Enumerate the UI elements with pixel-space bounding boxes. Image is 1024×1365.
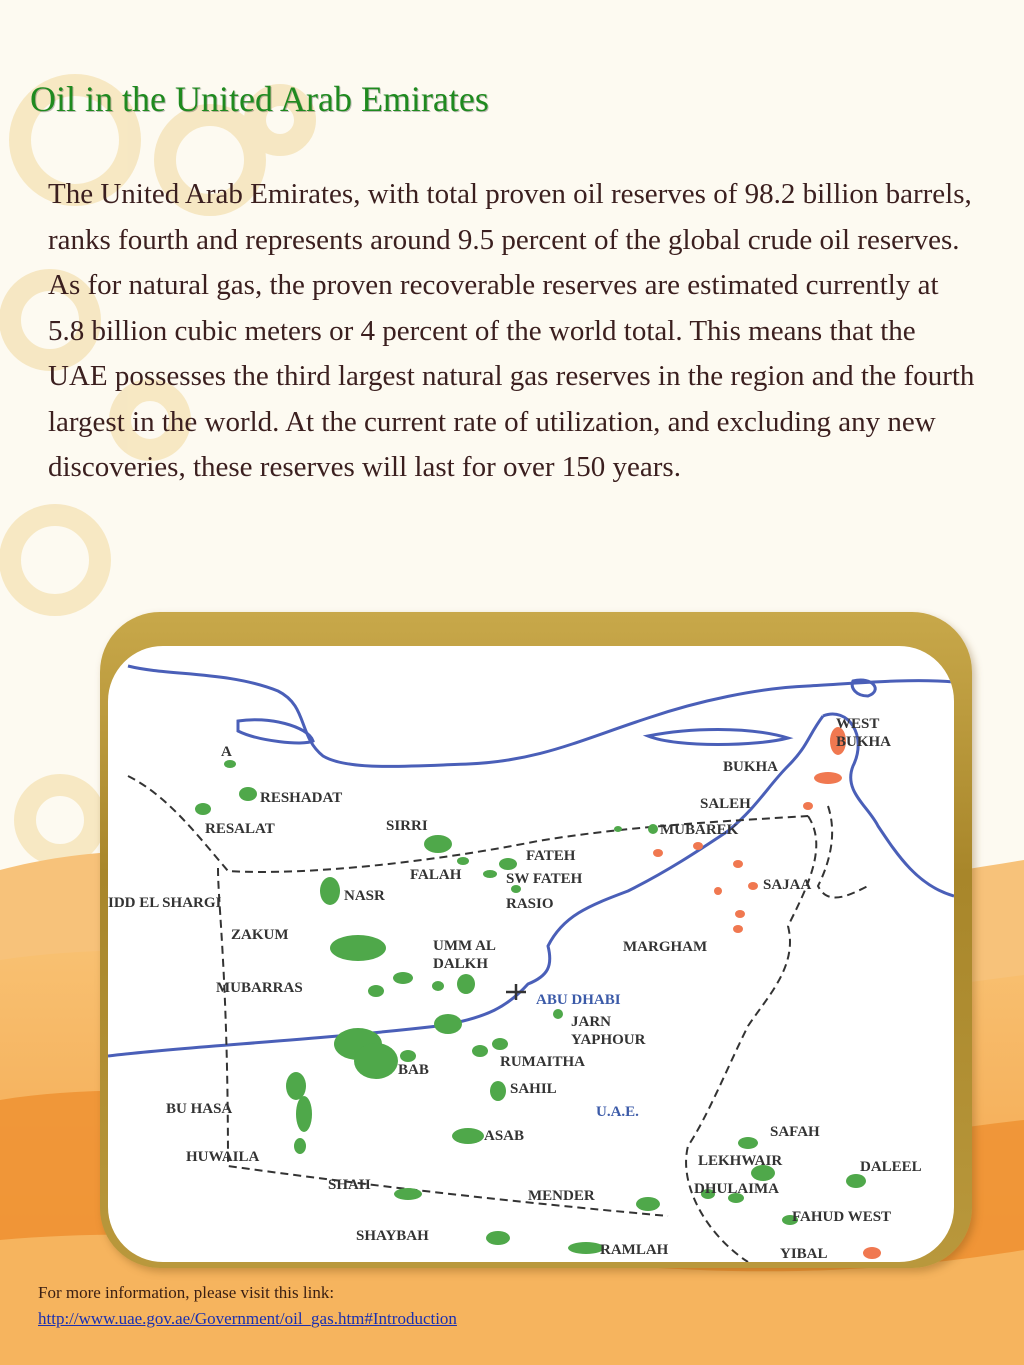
label-mender: MENDER xyxy=(528,1188,595,1204)
label-jarn-line1: JARN xyxy=(571,1014,611,1030)
label-safah: SAFAH xyxy=(770,1124,820,1140)
oil-gas-fields-map xyxy=(108,646,954,1262)
label-reshadat: RESHADAT xyxy=(260,790,343,806)
label-shah: SHAH xyxy=(328,1177,371,1193)
label-margham: MARGHAM xyxy=(623,939,708,955)
coastline-gulf xyxy=(108,716,823,1056)
coastline-north xyxy=(128,666,954,766)
label-sahil: SAHIL xyxy=(510,1081,557,1097)
label-falah: FALAH xyxy=(410,867,462,883)
page-title: Oil in the United Arab Emirates xyxy=(30,79,489,119)
label-resalat: RESALAT xyxy=(205,821,275,837)
label-uae: U.A.E. xyxy=(596,1104,639,1120)
label-jarn-line2: YAPHOUR xyxy=(571,1032,646,1048)
label-umm-al-line1: UMM AL xyxy=(433,938,496,954)
border-musandam xyxy=(818,806,868,898)
label-a: A xyxy=(221,744,232,760)
label-huwaila: HUWAILA xyxy=(186,1149,260,1165)
label-zakum: ZAKUM xyxy=(231,927,289,943)
label-umm-al-line2: DALKH xyxy=(433,956,489,972)
abu-dhabi-marker xyxy=(506,984,526,1000)
map-frame xyxy=(100,612,972,1268)
label-abu-dhabi: ABU DHABI xyxy=(536,992,621,1008)
label-asab: ASAB xyxy=(484,1128,525,1144)
oil-fields xyxy=(195,760,866,1254)
footer-info-label: For more information, please visit this link: xyxy=(38,1283,335,1302)
label-fahud-west: FAHUD WEST xyxy=(792,1209,892,1225)
label-sirri: SIRRI xyxy=(386,818,428,834)
label-lekhwair: LEKHWAIR xyxy=(698,1153,783,1169)
label-bu-hasa: BU HASA xyxy=(166,1101,233,1117)
label-mubarek: MUBAREK xyxy=(660,822,739,838)
body-paragraph: The United Arab Emirates, with total proven oil reserves of 98.2 billion barrels, ranks fourth and represents around 9.5 percent of the global crude oil reserves. As for natural gas, the proven recoverable reserves are estimated currently at 5.8 billion cubic meters or 4 percent of the world total. This means that the UAE possesses the third largest natural gas reserves in the region and the fourth largest in the world. At the current rate of utilization, and excluding any new discoveries, these reserves will last for over 150 years. xyxy=(48,178,975,483)
info-link[interactable]: http://www.uae.gov.ae/Government/oil_gas.htm#Introduction xyxy=(38,1309,457,1328)
label-west-bukha-line1: WEST xyxy=(836,716,880,732)
island-2 xyxy=(648,730,788,745)
label-sw-fateh: SW FATEH xyxy=(506,871,583,887)
label-ramlah: RAMLAH xyxy=(600,1242,669,1258)
label-yibal: YIBAL xyxy=(780,1246,828,1262)
label-bab: BAB xyxy=(398,1062,429,1078)
label-saleh: SALEH xyxy=(700,796,751,812)
label-rumaitha: RUMAITHA xyxy=(500,1054,585,1070)
label-rasio: RASIO xyxy=(506,896,554,912)
label-dhulaima: DHULAIMA xyxy=(694,1181,779,1197)
label-idd-el-shargi: IDD EL SHARGI xyxy=(108,895,222,911)
label-shaybah: SHAYBAH xyxy=(356,1228,429,1244)
label-fateh: FATEH xyxy=(526,848,576,864)
label-bukha: BUKHA xyxy=(723,759,779,775)
label-west-bukha-line2: BUKHA xyxy=(836,734,892,750)
label-sajaa: SAJAA xyxy=(763,877,812,893)
map-panel xyxy=(108,646,954,1262)
label-nasr: NASR xyxy=(344,888,385,904)
label-daleel: DALEEL xyxy=(860,1159,922,1175)
label-mubarras: MUBARRAS xyxy=(216,980,303,996)
